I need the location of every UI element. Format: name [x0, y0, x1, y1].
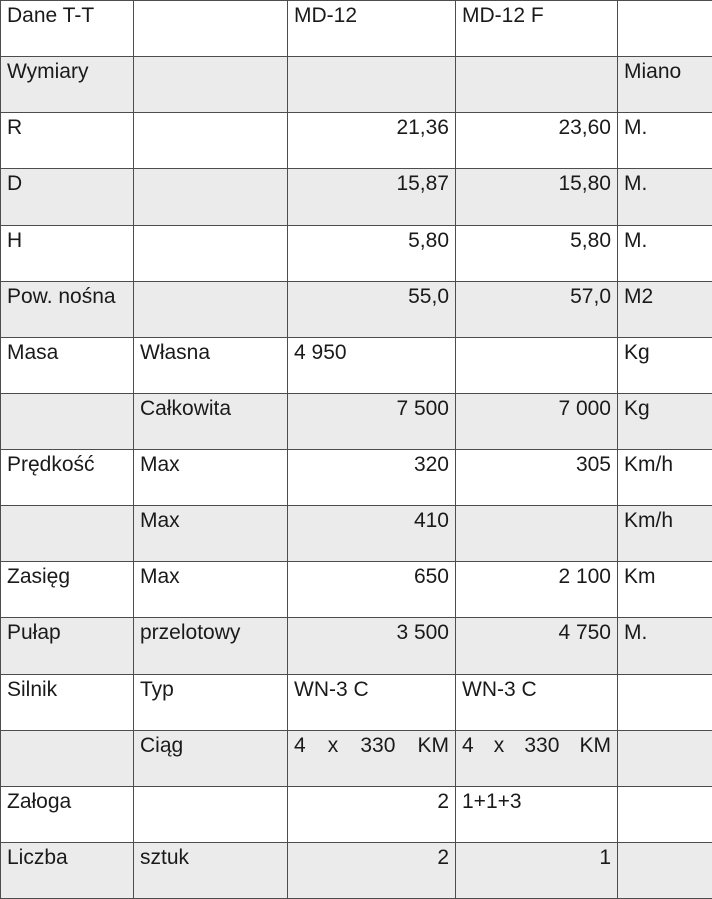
- value-cell-md12f: 57,0: [456, 281, 618, 337]
- value-cell-md12: 2: [288, 842, 456, 898]
- unit-cell: Km/h: [618, 506, 712, 562]
- table-row: [1, 57, 712, 113]
- column-header-md12: MD-12: [288, 1, 456, 57]
- unit-cell: [618, 786, 712, 842]
- row-subheader-cell: przelotowy: [134, 618, 288, 674]
- row-subheader-cell: [134, 57, 288, 113]
- value-cell-md12f: [456, 506, 618, 562]
- table-row: [1, 506, 712, 562]
- unit-cell: M.: [618, 618, 712, 674]
- value-cell-md12f: 7 000: [456, 393, 618, 449]
- row-subheader-cell: Max: [134, 506, 288, 562]
- unit-cell: [618, 730, 712, 786]
- value-cell-md12: 55,0: [288, 281, 456, 337]
- value-cell-md12: 4 x 330 KM: [288, 730, 456, 786]
- value-cell-md12: 410: [288, 506, 456, 562]
- row-header-cell: [1, 506, 134, 562]
- row-header-cell: Prędkość: [1, 450, 134, 506]
- row-header-cell: [1, 393, 134, 449]
- unit-cell: [618, 674, 712, 730]
- table-row: [1, 450, 712, 506]
- value-cell-md12f: 1+1+3: [456, 786, 618, 842]
- row-header-cell: H: [1, 225, 134, 281]
- table-row: [1, 225, 712, 281]
- column-header-md12f: MD-12 F: [456, 1, 618, 57]
- row-header-cell: Załoga: [1, 786, 134, 842]
- value-cell-md12f: WN-3 C: [456, 674, 618, 730]
- unit-cell: M.: [618, 113, 712, 169]
- value-cell-md12: 5,80: [288, 225, 456, 281]
- row-header-cell: D: [1, 169, 134, 225]
- value-cell-md12f: 15,80: [456, 169, 618, 225]
- row-subheader-cell: [134, 113, 288, 169]
- value-cell-md12: 650: [288, 562, 456, 618]
- row-subheader-cell: Typ: [134, 674, 288, 730]
- table-row: [1, 281, 712, 337]
- value-cell-md12: 3 500: [288, 618, 456, 674]
- table-row: [1, 786, 712, 842]
- row-header-cell: Zasięg: [1, 562, 134, 618]
- unit-cell: Kg: [618, 393, 712, 449]
- row-header-cell: Silnik: [1, 674, 134, 730]
- table-row: [1, 393, 712, 449]
- row-subheader-cell: Ciąg: [134, 730, 288, 786]
- value-cell-md12: 320: [288, 450, 456, 506]
- table-row: [1, 562, 712, 618]
- unit-cell: Km/h: [618, 450, 712, 506]
- table-row: [1, 842, 712, 898]
- row-header-cell: Pow. nośna: [1, 281, 134, 337]
- value-cell-md12: 2: [288, 786, 456, 842]
- value-cell-md12f: [456, 337, 618, 393]
- unit-cell: [618, 842, 712, 898]
- row-header-cell: R: [1, 113, 134, 169]
- row-subheader-cell: [134, 1, 288, 57]
- unit-cell: Miano: [618, 57, 712, 113]
- row-subheader-cell: Max: [134, 450, 288, 506]
- unit-cell: [618, 1, 712, 57]
- value-cell-md12f: 5,80: [456, 225, 618, 281]
- table-row: [1, 113, 712, 169]
- table-row: [1, 674, 712, 730]
- value-cell-md12f: 4 x 330 KM: [456, 730, 618, 786]
- row-subheader-cell: Własna: [134, 337, 288, 393]
- value-cell-md12f: [456, 57, 618, 113]
- table-row: [1, 337, 712, 393]
- value-cell-md12: WN-3 C: [288, 674, 456, 730]
- value-cell-md12: 4 950: [288, 337, 456, 393]
- row-subheader-cell: Całkowita: [134, 393, 288, 449]
- unit-cell: M2: [618, 281, 712, 337]
- row-header-cell: [1, 730, 134, 786]
- value-cell-md12: [288, 57, 456, 113]
- unit-cell: Km: [618, 562, 712, 618]
- table-row: [1, 169, 712, 225]
- value-cell-md12f: 2 100: [456, 562, 618, 618]
- value-cell-md12: 21,36: [288, 113, 456, 169]
- value-cell-md12f: 23,60: [456, 113, 618, 169]
- table-row: [1, 618, 712, 674]
- value-cell-md12: 7 500: [288, 393, 456, 449]
- table-body: [1, 1, 712, 899]
- value-cell-md12f: 4 750: [456, 618, 618, 674]
- row-subheader-cell: [134, 281, 288, 337]
- row-header-cell: Dane T-T: [1, 1, 134, 57]
- table-row: [1, 730, 712, 786]
- unit-cell: Kg: [618, 337, 712, 393]
- row-subheader-cell: [134, 169, 288, 225]
- row-header-cell: Masa: [1, 337, 134, 393]
- value-cell-md12f: 305: [456, 450, 618, 506]
- row-subheader-cell: sztuk: [134, 842, 288, 898]
- row-header-cell: Liczba: [1, 842, 134, 898]
- unit-cell: M.: [618, 169, 712, 225]
- row-header-cell: Wymiary: [1, 57, 134, 113]
- row-subheader-cell: Max: [134, 562, 288, 618]
- unit-cell: M.: [618, 225, 712, 281]
- value-cell-md12f: 1: [456, 842, 618, 898]
- value-cell-md12: 15,87: [288, 169, 456, 225]
- table-row: [1, 1, 712, 57]
- row-subheader-cell: [134, 225, 288, 281]
- row-subheader-cell: [134, 786, 288, 842]
- row-header-cell: Pułap: [1, 618, 134, 674]
